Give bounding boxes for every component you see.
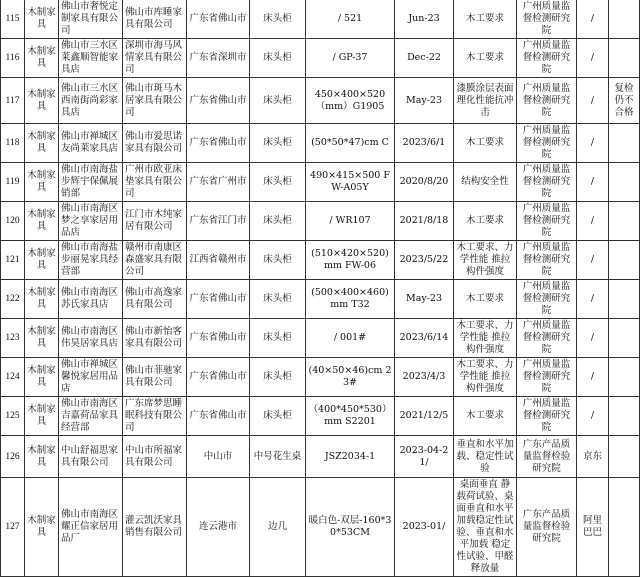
- manufacturer-cell: 佛山市高逸家具有限公司: [123, 280, 187, 319]
- agency-cell: 广东产品质量监督检验研究院: [517, 478, 577, 577]
- manufacturer-cell: 佛山市斑马木居家具有限公司: [123, 78, 187, 124]
- location-cell: 江西省赣州市: [187, 241, 250, 280]
- table-row: [1, 280, 640, 319]
- date-cell: 2023/6/1: [395, 124, 454, 163]
- seller-cell: 佛山市禅城区友尚莱家具店: [59, 124, 123, 163]
- category-cell: 木制家具: [25, 0, 59, 39]
- remark-cell: [609, 241, 640, 280]
- row-number: 127: [1, 478, 25, 577]
- manufacturer-cell: 佛山市库睡家具有限公司: [123, 0, 187, 39]
- row-number: 115: [1, 0, 25, 39]
- category-cell: 木制家具: [25, 163, 59, 202]
- table-row: [1, 39, 640, 78]
- manufacturer-cell: 中山市所福家具有限公司: [123, 436, 187, 478]
- date-cell: 2023/5/22: [395, 241, 454, 280]
- agency-cell: 广州质量监督检测研究院: [517, 78, 577, 124]
- standard-cell: 桌面垂直 静载荷试验、桌面垂直和水平加载稳定性试验、垂直和水平加载 稳定性试验、甲醛释放量: [454, 478, 517, 577]
- category-cell: 木制家具: [25, 397, 59, 436]
- seller-cell: 佛山市禅城区馨悦家居用品店: [59, 358, 123, 397]
- standard-cell: 木工要求: [454, 202, 517, 241]
- agency-cell: 广州质量监督检测研究院: [517, 358, 577, 397]
- manufacturer-cell: 灌云凯沃家具销售有限公司: [123, 478, 187, 577]
- standard-cell: 木工要求: [454, 39, 517, 78]
- location-cell: 广东省佛山市: [187, 358, 250, 397]
- product-cell: 床头柜: [250, 124, 306, 163]
- table-row: [1, 319, 640, 358]
- platform-cell: /: [577, 202, 609, 241]
- manufacturer-cell: 深圳市海马风情家具有限公司: [123, 39, 187, 78]
- agency-cell: 广州质量监督检测研究院: [517, 39, 577, 78]
- remark-cell: [609, 39, 640, 78]
- date-cell: 2021/8/18: [395, 202, 454, 241]
- table-row: [1, 202, 640, 241]
- product-cell: 边几: [250, 478, 306, 577]
- location-cell: 广东省佛山市: [187, 78, 250, 124]
- agency-cell: 广州质量监督检测研究院: [517, 202, 577, 241]
- product-cell: 床头柜: [250, 319, 306, 358]
- location-cell: 广东省佛山市: [187, 280, 250, 319]
- row-number: 123: [1, 319, 25, 358]
- agency-cell: 广东产品质量监督检验研究院: [517, 436, 577, 478]
- location-cell: 广东省广州市: [187, 163, 250, 202]
- agency-cell: 广州质量监督检测研究院: [517, 163, 577, 202]
- product-cell: 床头柜: [250, 202, 306, 241]
- standard-cell: 木工要求: [454, 280, 517, 319]
- agency-cell: 广州质量监督检测研究院: [517, 397, 577, 436]
- remark-cell: [609, 124, 640, 163]
- remark-cell: [609, 280, 640, 319]
- product-cell: 床头柜: [250, 397, 306, 436]
- platform-cell: /: [577, 280, 609, 319]
- remark-cell: [609, 319, 640, 358]
- product-cell: 床头柜: [250, 0, 306, 39]
- row-number: 120: [1, 202, 25, 241]
- row-number: 119: [1, 163, 25, 202]
- platform-cell: /: [577, 319, 609, 358]
- remark-cell: [609, 478, 640, 577]
- spec-cell: / 001#: [306, 319, 395, 358]
- date-cell: 2023-01/: [395, 478, 454, 577]
- remark-cell: [609, 358, 640, 397]
- category-cell: 木制家具: [25, 78, 59, 124]
- agency-cell: 广州质量监督检测研究院: [517, 124, 577, 163]
- product-cell: 床头柜: [250, 358, 306, 397]
- date-cell: Jun-23: [395, 0, 454, 39]
- platform-cell: /: [577, 397, 609, 436]
- date-cell: May-23: [395, 78, 454, 124]
- spec-cell: / GP-37: [306, 39, 395, 78]
- spec-cell: / WR107: [306, 202, 395, 241]
- spec-cell: 490×415×500 FW-A05Y: [306, 163, 395, 202]
- seller-cell: 佛山市奢悦定制家具有限公司: [59, 0, 123, 39]
- row-number: 124: [1, 358, 25, 397]
- agency-cell: 广州质量监督检测研究院: [517, 319, 577, 358]
- table-row: [1, 0, 640, 39]
- standard-cell: 垂直和水平加载、稳定性试验: [454, 436, 517, 478]
- category-cell: 木制家具: [25, 478, 59, 577]
- product-cell: 中号花生桌: [250, 436, 306, 478]
- platform-cell: /: [577, 124, 609, 163]
- category-cell: 木制家具: [25, 241, 59, 280]
- seller-cell: 佛山市南海区耀正信家居用品厂: [59, 478, 123, 577]
- remark-cell: [609, 397, 640, 436]
- location-cell: 广东省深圳市: [187, 39, 250, 78]
- standard-cell: 漆膜涂层表面理化性能抗冲击: [454, 78, 517, 124]
- table-row: [1, 241, 640, 280]
- seller-cell: 佛山市南海区梦之享家居用品店: [59, 202, 123, 241]
- agency-cell: 广州质量监督检测研究院: [517, 280, 577, 319]
- spec-cell: (510×420×520) mm FW-06: [306, 241, 395, 280]
- platform-cell: /: [577, 78, 609, 124]
- spec-cell: （400*450*530）mm S2201: [306, 397, 395, 436]
- manufacturer-cell: 佛山市菲驰家具有限公司: [123, 358, 187, 397]
- standard-cell: 木工要求、力学性能 推拉构件强度: [454, 319, 517, 358]
- product-cell: 床头柜: [250, 241, 306, 280]
- category-cell: 木制家具: [25, 202, 59, 241]
- manufacturer-cell: 赣州市南康区森盛家具有限公司: [123, 241, 187, 280]
- date-cell: 2023-04-21/: [395, 436, 454, 478]
- date-cell: 2023/6/14: [395, 319, 454, 358]
- manufacturer-cell: 江门市木纯家居有限公司: [123, 202, 187, 241]
- spec-cell: JSZ2034-1: [306, 436, 395, 478]
- table-row: [1, 397, 640, 436]
- manufacturer-cell: 佛山市爱思诺家具有限公司: [123, 124, 187, 163]
- spec-cell: (50*50*47)cm C: [306, 124, 395, 163]
- table-row: [1, 124, 640, 163]
- location-cell: 广东省佛山市: [187, 0, 250, 39]
- seller-cell: 佛山市南海盐步辉宇保佩展销部: [59, 163, 123, 202]
- spec-cell: (40×50×46)cm 23#: [306, 358, 395, 397]
- seller-cell: 佛山市三水区莱鑫顺智能家具店: [59, 39, 123, 78]
- date-cell: Dec-22: [395, 39, 454, 78]
- row-number: 117: [1, 78, 25, 124]
- agency-cell: 广州质量监督检测研究院: [517, 0, 577, 39]
- date-cell: 2021/12/5: [395, 397, 454, 436]
- platform-cell: 京东: [577, 436, 609, 478]
- remark-cell: [609, 0, 640, 39]
- platform-cell: /: [577, 0, 609, 39]
- category-cell: 木制家具: [25, 319, 59, 358]
- platform-cell: /: [577, 39, 609, 78]
- table-row: [1, 436, 640, 478]
- platform-cell: 阿里巴巴: [577, 478, 609, 577]
- seller-cell: 佛山市南海区吉嘉荷品家具经营部: [59, 397, 123, 436]
- location-cell: 广东省佛山市: [187, 319, 250, 358]
- product-cell: 床头柜: [250, 280, 306, 319]
- standard-cell: 木工要求: [454, 124, 517, 163]
- row-number: 118: [1, 124, 25, 163]
- seller-cell: 佛山市南海区苏氏家具店: [59, 280, 123, 319]
- platform-cell: /: [577, 241, 609, 280]
- row-number: 125: [1, 397, 25, 436]
- product-cell: 床头柜: [250, 39, 306, 78]
- date-cell: May-23: [395, 280, 454, 319]
- date-cell: 2023/4/3: [395, 358, 454, 397]
- category-cell: 木制家具: [25, 39, 59, 78]
- category-cell: 木制家具: [25, 124, 59, 163]
- spec-cell: 暖白色-双层-160*30*53CM: [306, 478, 395, 577]
- category-cell: 木制家具: [25, 280, 59, 319]
- location-cell: 中山市: [187, 436, 250, 478]
- remark-cell: [609, 163, 640, 202]
- category-cell: 木制家具: [25, 358, 59, 397]
- table-row: [1, 78, 640, 124]
- location-cell: 广东省江门市: [187, 202, 250, 241]
- standard-cell: 木工要求、力学性能 推拉构件强度: [454, 241, 517, 280]
- row-number: 122: [1, 280, 25, 319]
- product-cell: 床头柜: [250, 78, 306, 124]
- category-cell: 木制家具: [25, 436, 59, 478]
- seller-cell: 中山舒福思家具有限公司: [59, 436, 123, 478]
- row-number: 116: [1, 39, 25, 78]
- location-cell: 广东省佛山市: [187, 397, 250, 436]
- seller-cell: 佛山市南海盐步丽晃家具经营部: [59, 241, 123, 280]
- location-cell: 连云港市: [187, 478, 250, 577]
- spec-cell: (500×400×460) mm T32: [306, 280, 395, 319]
- manufacturer-cell: 广东席梦思睡眠科技有限公司: [123, 397, 187, 436]
- row-number: 121: [1, 241, 25, 280]
- row-number: 126: [1, 436, 25, 478]
- standard-cell: 木工要求、力学性能 推拉构件强度: [454, 358, 517, 397]
- standard-cell: 木工要求: [454, 397, 517, 436]
- platform-cell: /: [577, 163, 609, 202]
- date-cell: 2020/8/20: [395, 163, 454, 202]
- remark-cell: 复检仍不合格: [609, 78, 640, 124]
- remark-cell: [609, 202, 640, 241]
- standard-cell: 木工要求: [454, 0, 517, 39]
- manufacturer-cell: 佛山市新怡客家具有限公司: [123, 319, 187, 358]
- spec-cell: / 521: [306, 0, 395, 39]
- table-row: [1, 478, 640, 577]
- manufacturer-cell: 广州市欧亚床垫家具有限公司: [123, 163, 187, 202]
- seller-cell: 佛山市三水区西南街尚彩家具店: [59, 78, 123, 124]
- table-row: [1, 163, 640, 202]
- table-row: [1, 358, 640, 397]
- standard-cell: 结构安全性: [454, 163, 517, 202]
- product-cell: 床头柜: [250, 163, 306, 202]
- location-cell: 广东省佛山市: [187, 124, 250, 163]
- platform-cell: /: [577, 358, 609, 397]
- agency-cell: 广州质量监督检测研究院: [517, 241, 577, 280]
- spec-cell: 450×400×520（mm）G1905: [306, 78, 395, 124]
- seller-cell: 佛山市南海区伟昊居家具店: [59, 319, 123, 358]
- remark-cell: [609, 436, 640, 478]
